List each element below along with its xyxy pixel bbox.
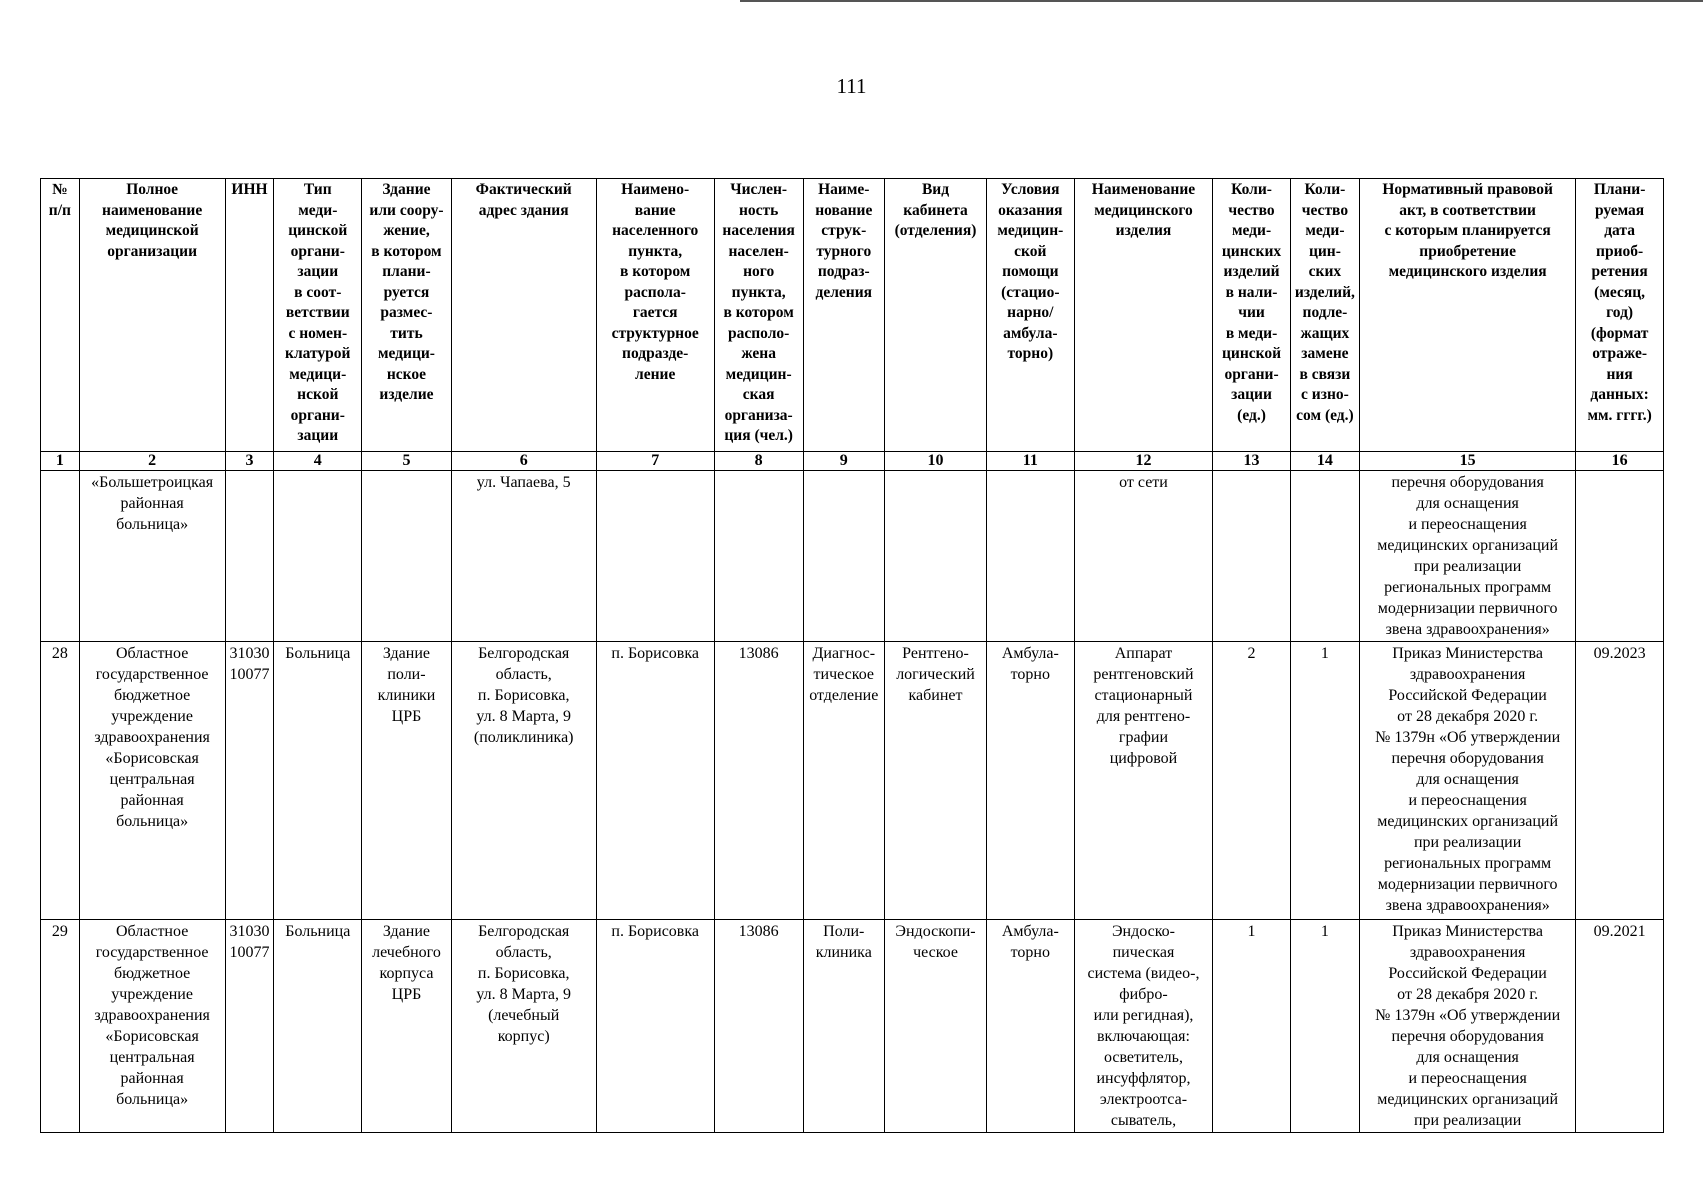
col-number: 11 bbox=[986, 452, 1074, 471]
cell-legal-act: Приказ Министерства здравоохранения Российской Федерации от 28 декабря 2020 г. № 1379н «Об утверждении перечня оборудования для оснащения и переоснащения медицинских организаций при реализации региональных программ модернизации первичного звена здравоохранения» bbox=[1360, 642, 1576, 920]
col-header-address: Фактический адрес здания bbox=[451, 179, 596, 452]
cell-inn bbox=[225, 471, 274, 642]
cell-address: Белгородская область, п. Борисовка, ул. 8 Марта, 9 (поликлиника) bbox=[451, 642, 596, 920]
cell-address: Белгородская область, п. Борисовка, ул. 8 Марта, 9 (лечебный корпус) bbox=[451, 920, 596, 1133]
cell-org-type: Больница bbox=[274, 920, 362, 1133]
cell-planned-date: 09.2023 bbox=[1576, 642, 1664, 920]
col-number: 12 bbox=[1074, 452, 1213, 471]
cell-cabinet bbox=[885, 471, 987, 642]
cell-qty-replace: 1 bbox=[1290, 920, 1359, 1133]
cell-building bbox=[362, 471, 452, 642]
page-number: 111 bbox=[836, 74, 867, 98]
table-row bbox=[41, 471, 1664, 642]
cell-planned-date bbox=[1576, 471, 1664, 642]
col-header-org-type: Тип меди- цинской органи- зации в соот- ветствии с номен- клатурой медици- нской органи- зации bbox=[274, 179, 362, 452]
cell-address: ул. Чапаева, 5 bbox=[451, 471, 596, 642]
table-row bbox=[41, 642, 1664, 920]
cell-qty-replace bbox=[1290, 471, 1359, 642]
col-header-qty-replace: Коли- чество меди- цин- ских изделий, подле- жащих замене в связи с изно- сом (ед.) bbox=[1290, 179, 1359, 452]
table-row bbox=[41, 920, 1664, 1133]
col-number: 2 bbox=[79, 452, 225, 471]
cell-subdivision: Поли- клиника bbox=[803, 920, 885, 1133]
col-header-num: № п/п bbox=[41, 179, 80, 452]
col-header-conditions: Условия оказания медицин- ской помощи (стацио- нарно/ амбула- торно) bbox=[986, 179, 1074, 452]
cell-building: Здание лечебного корпуса ЦРБ bbox=[362, 920, 452, 1133]
col-header-subdivision: Наиме- нование струк- турного подраз- деления bbox=[803, 179, 885, 452]
cell-conditions: Амбула- торно bbox=[986, 642, 1074, 920]
col-number: 13 bbox=[1213, 452, 1290, 471]
col-header-settlement: Наимено- вание населенного пункта, в котором распола- гается структурное подразде- ление bbox=[596, 179, 714, 452]
cell-population: 13086 bbox=[714, 920, 803, 1133]
cell-org-name: Областное государственное бюджетное учреждение здравоохранения «Борисовская центральная районная больница» bbox=[79, 642, 225, 920]
col-header-org-name: Полное наименование медицинской организации bbox=[79, 179, 225, 452]
col-number: 15 bbox=[1360, 452, 1576, 471]
cell-device-name: от сети bbox=[1074, 471, 1213, 642]
col-header-inn: ИНН bbox=[225, 179, 274, 452]
equipment-table bbox=[40, 178, 1664, 1133]
cell-qty-replace: 1 bbox=[1290, 642, 1359, 920]
cell-inn: 31030 10077 bbox=[225, 642, 274, 920]
cell-population: 13086 bbox=[714, 642, 803, 920]
col-number: 10 bbox=[885, 452, 987, 471]
col-number: 16 bbox=[1576, 452, 1664, 471]
cell-population bbox=[714, 471, 803, 642]
col-number: 5 bbox=[362, 452, 452, 471]
cell-inn: 31030 10077 bbox=[225, 920, 274, 1133]
cell-qty-available: 2 bbox=[1213, 642, 1290, 920]
col-header-building: Здание или соору- жение, в котором плани- руется размес- тить медици- нское изделие bbox=[362, 179, 452, 452]
col-number: 4 bbox=[274, 452, 362, 471]
cell-org-name: Областное государственное бюджетное учреждение здравоохранения «Борисовская центральная районная больница» bbox=[79, 920, 225, 1133]
col-header-population: Числен- ность населения населен- ного пункта, в котором располо- жена медицин- ская организа- ция (чел.) bbox=[714, 179, 803, 452]
cell-org-type: Больница bbox=[274, 642, 362, 920]
cell-qty-available bbox=[1213, 471, 1290, 642]
cell-qty-available: 1 bbox=[1213, 920, 1290, 1133]
col-number: 8 bbox=[714, 452, 803, 471]
cell-org-name: «Большетроицкая районная больница» bbox=[79, 471, 225, 642]
col-header-planned-date: Плани- руемая дата приоб- ретения (месяц, год) (формат отраже- ния данных: мм. гггг.) bbox=[1576, 179, 1664, 452]
col-number: 6 bbox=[451, 452, 596, 471]
cell-planned-date: 09.2021 bbox=[1576, 920, 1664, 1133]
cell-cabinet: Рентгено- логический кабинет bbox=[885, 642, 987, 920]
col-number: 7 bbox=[596, 452, 714, 471]
cell-num bbox=[41, 471, 80, 642]
cell-device-name: Эндоско- пическая система (видео-, фибро- или регидная), включающая: осветитель, инсуффлятор, электроотса- сыватель, bbox=[1074, 920, 1213, 1133]
col-header-qty-available: Коли- чество меди- цинских изделий в нали- чии в меди- цинской органи- зации (ед.) bbox=[1213, 179, 1290, 452]
cell-building: Здание поли- клиники ЦРБ bbox=[362, 642, 452, 920]
cell-legal-act: перечня оборудования для оснащения и переоснащения медицинских организаций при реализации региональных программ модернизации первичного звена здравоохранения» bbox=[1360, 471, 1576, 642]
cell-subdivision bbox=[803, 471, 885, 642]
col-number: 3 bbox=[225, 452, 274, 471]
col-header-cabinet: Вид кабинета (отделения) bbox=[885, 179, 987, 452]
cell-legal-act: Приказ Министерства здравоохранения Российской Федерации от 28 декабря 2020 г. № 1379н «Об утверждении перечня оборудования для оснащения и переоснащения медицинских организаций при реализации bbox=[1360, 920, 1576, 1133]
cell-conditions bbox=[986, 471, 1074, 642]
col-number: 9 bbox=[803, 452, 885, 471]
col-header-legal-act: Нормативный правовой акт, в соответствии с которым планируется приобретение медицинского изделия bbox=[1360, 179, 1576, 452]
col-number: 14 bbox=[1290, 452, 1359, 471]
column-number-row bbox=[41, 452, 1664, 471]
col-number: 1 bbox=[41, 452, 80, 471]
scan-edge-line bbox=[740, 0, 1703, 2]
cell-cabinet: Эндоскопи- ческое bbox=[885, 920, 987, 1133]
cell-settlement: п. Борисовка bbox=[596, 642, 714, 920]
cell-num: 29 bbox=[41, 920, 80, 1133]
header-row bbox=[41, 179, 1664, 452]
cell-org-type bbox=[274, 471, 362, 642]
col-header-device-name: Наименование медицинского изделия bbox=[1074, 179, 1213, 452]
cell-settlement: п. Борисовка bbox=[596, 920, 714, 1133]
cell-settlement bbox=[596, 471, 714, 642]
cell-device-name: Аппарат рентгеновский стационарный для рентгено- графии цифровой bbox=[1074, 642, 1213, 920]
cell-num: 28 bbox=[41, 642, 80, 920]
cell-subdivision: Диагнос- тическое отделение bbox=[803, 642, 885, 920]
cell-conditions: Амбула- торно bbox=[986, 920, 1074, 1133]
